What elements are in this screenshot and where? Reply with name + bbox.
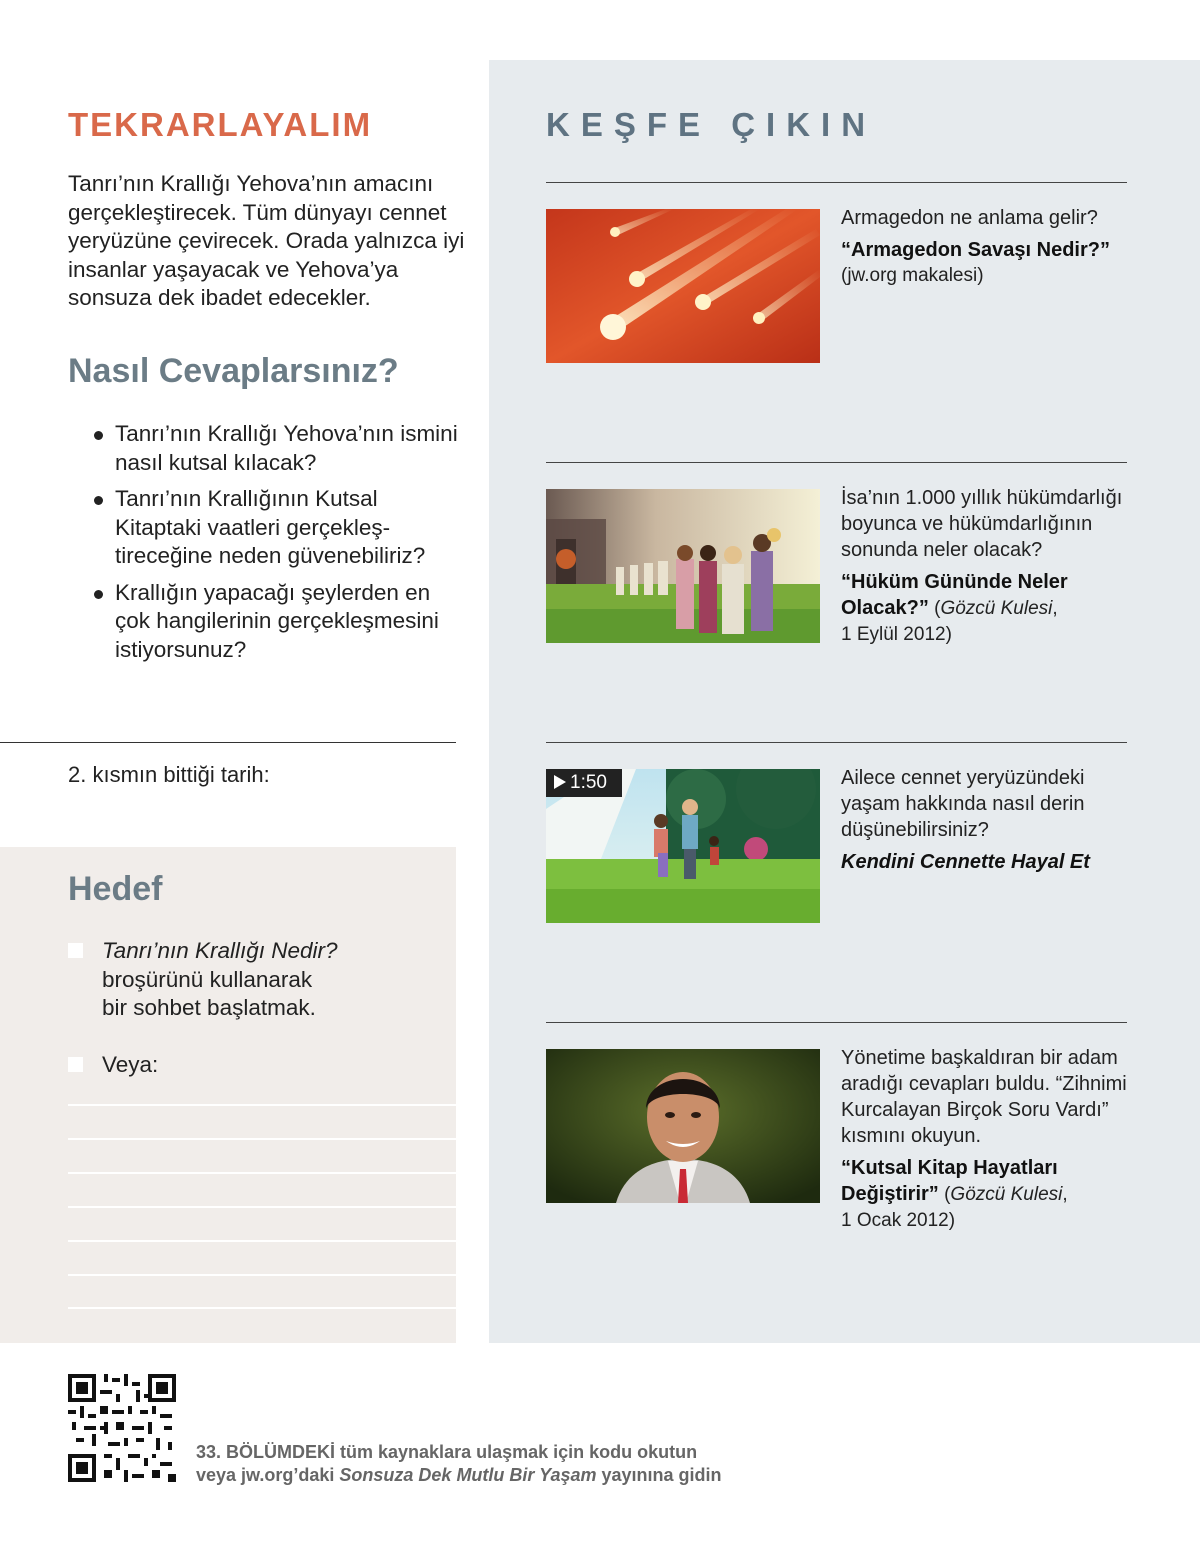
resource-4-title-b[interactable]: Değiştirir” <box>841 1183 939 1205</box>
write-line[interactable] <box>68 1206 456 1208</box>
review-title: TEKRARLAYALIM <box>68 106 373 143</box>
resource-1-source: (jw.org makalesi) <box>841 265 984 286</box>
video-duration: 1:50 <box>570 772 607 793</box>
resource-divider <box>546 1022 1127 1023</box>
resource-4-title-a[interactable]: “Kutsal Kitap Hayatları <box>841 1157 1058 1179</box>
completion-date-label: 2. kısmın bittiği tarih: <box>68 762 270 787</box>
resource-1-title[interactable]: “Armagedon Savaşı Nedir?” <box>841 239 1110 261</box>
resource-2-title-a[interactable]: “Hüküm Gününde Neler <box>841 571 1068 593</box>
footer-line-2-a: veya jw.org’daki <box>196 1465 340 1485</box>
write-line[interactable] <box>68 1138 456 1140</box>
resource-3-title[interactable]: Kendini Cennette Hayal Et <box>841 851 1090 873</box>
footer-line-1: 33. BÖLÜMDEKİ tüm kaynaklara ulaşmak için kodu okutun <box>196 1442 698 1462</box>
write-line[interactable] <box>68 1104 456 1106</box>
goal-item-1-brochure-title: Tanrı’nın Krallığı Nedir? <box>102 938 338 963</box>
review-text: Tanrı’nın Krallığı Yehova’nın amacını gerçekleştirecek. Tüm dünyayı cennet yeryüzüne çevirecek. Orada yalnızca iyi insanlar yaşayacak ve Yehova’ya sonsuza dek ibadet edecekler. <box>68 171 465 310</box>
qr-code-icon[interactable] <box>68 1374 176 1482</box>
explore-title: KEŞFE ÇIKIN <box>546 106 877 143</box>
resource-2-question: İsa’nın 1.000 yıllık hükümdarlığı boyunca ve hükümdarlığının sonunda neler olacak? <box>841 487 1123 561</box>
resource-4-source-open: ( <box>938 1184 951 1205</box>
goal-checkbox-2[interactable] <box>68 1057 83 1072</box>
resource-2 <box>841 485 1141 648</box>
questions-list <box>92 420 462 672</box>
write-line[interactable] <box>68 1240 456 1242</box>
goal-item-2: Veya: <box>102 1052 159 1077</box>
paradise-crowd-image[interactable] <box>546 489 820 643</box>
write-line[interactable] <box>68 1274 456 1276</box>
resource-1 <box>841 205 1141 289</box>
resource-2-source-date: 1 Eylül 2012) <box>841 624 952 645</box>
resource-2-source-magazine: Gözcü Kulesi <box>940 598 1053 619</box>
resource-divider <box>546 182 1127 183</box>
resource-3 <box>841 765 1111 875</box>
footer-text <box>196 1441 722 1487</box>
resource-3-question: Ailece cennet yeryüzündeki yaşam hakkında nasıl derin düşünebilirsiniz? <box>841 767 1085 841</box>
goal-item-1-text-b: bir sohbet başlatmak. <box>102 995 316 1020</box>
write-line[interactable] <box>68 1172 456 1174</box>
footer-publication-title[interactable]: Sonsuza Dek Mutlu Bir Yaşam <box>339 1465 597 1485</box>
resource-4-source-date: 1 Ocak 2012) <box>841 1210 956 1231</box>
resource-4-question: Yönetime başkaldıran bir adam aradığı cevapları buldu. “Zihnimi Kurcalayan Birçok Soru Vardı” kısmını okuyun. <box>841 1047 1127 1147</box>
resource-2-title-b[interactable]: Olacak?” <box>841 597 929 619</box>
goal-checkbox-1[interactable] <box>68 943 83 958</box>
section-divider <box>0 742 456 743</box>
goal-item-1-text-a: broşürünü kullanarak <box>102 966 313 992</box>
question-item: Krallığın yapacağı şeylerden en çok hangilerinin gerçekleşmesini istiyorsunuz? <box>92 579 462 665</box>
resource-2-source-comma: , <box>1052 598 1058 619</box>
question-item: Tanrı’nın Krallığının Kutsal Kitaptaki vaatleri gerçekleş-tireceğine neden güvenebiliriz? <box>92 485 462 571</box>
resource-1-question: Armagedon ne anlama gelir? <box>841 207 1098 229</box>
resource-2-source-open: ( <box>928 598 941 619</box>
questions-title: Nasıl Cevaplarsınız? <box>68 352 399 390</box>
play-icon <box>554 775 566 789</box>
goal-item-1 <box>102 937 442 1023</box>
resource-divider <box>546 462 1127 463</box>
write-line[interactable] <box>68 1307 456 1309</box>
man-portrait-image[interactable] <box>546 1049 820 1203</box>
goal-panel <box>0 847 456 1343</box>
video-duration-badge[interactable] <box>546 769 622 797</box>
resource-4 <box>841 1045 1131 1234</box>
resource-4-source-comma: , <box>1062 1184 1068 1205</box>
footer-line-2-b: yayınına gidin <box>596 1465 722 1485</box>
resource-4-source-magazine: Gözcü Kulesi <box>950 1184 1063 1205</box>
goal-title: Hedef <box>68 870 163 908</box>
question-item: Tanrı’nın Krallığı Yehova’nın ismini nasıl kutsal kılacak? <box>92 420 462 477</box>
meteor-image[interactable] <box>546 209 820 363</box>
resource-divider <box>546 742 1127 743</box>
